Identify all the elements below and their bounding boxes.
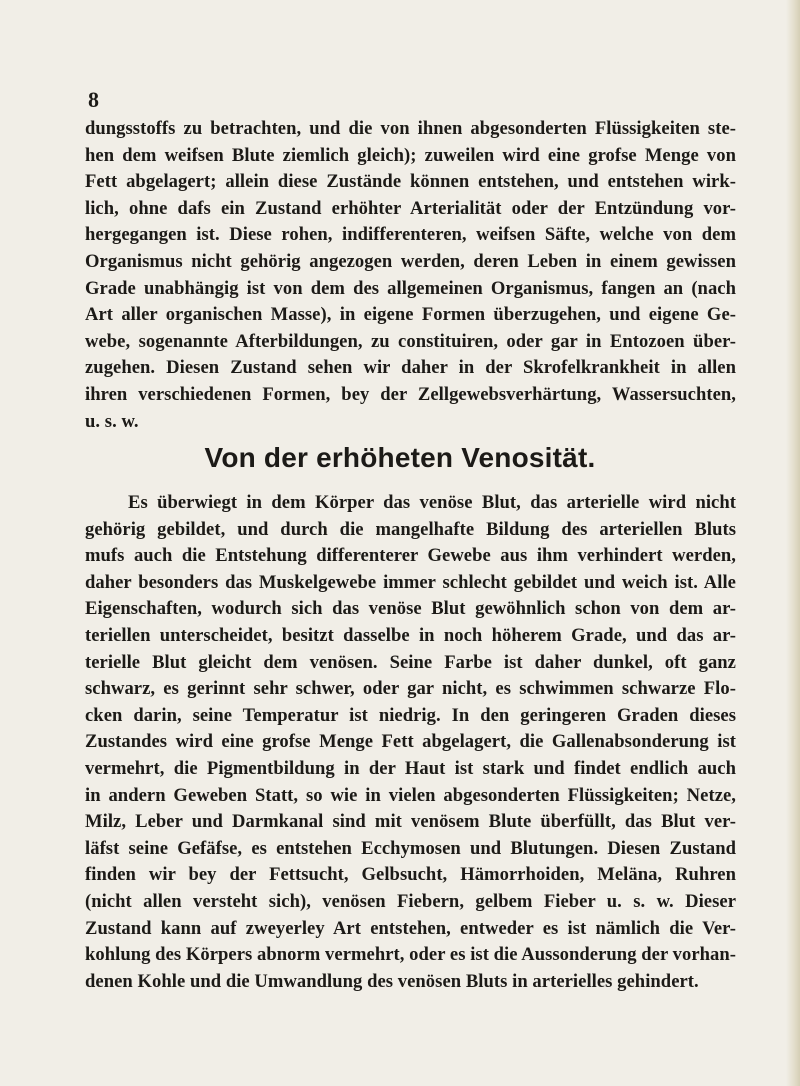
text-line: Eigenschaften, wodurch sich das venöse Blut gewöhnlich schon von dem ar- (85, 598, 736, 620)
text-line: kohlung des Körpers abnorm vermehrt, oder es ist die Aussonderung der vorhan- (85, 944, 736, 966)
text-line: Zustand kann auf zweyerley Art entstehen, entweder es ist nämlich die Ver- (85, 917, 736, 939)
text-line: vermehrt, die Pigmentbildung in der Haut ist stark und findet endlich auch (85, 757, 736, 779)
text-line: läfst seine Gefäfse, es entstehen Ecchymosen und Blutungen. Diesen Zustand (85, 837, 736, 859)
text-line: hergegangen ist. Diese rohen, indifferenteren, weifsen Säfte, welche von dem (85, 224, 736, 246)
page-number: 8 (88, 87, 99, 112)
text-line: Grade unabhängig ist von dem des allgemeinen Organismus, fangen an (nach (85, 277, 736, 299)
text-line: cken darin, seine Temperatur ist niedrig. In den geringeren Graden dieses (85, 704, 736, 726)
text-line: teriellen unterscheidet, besitzt dasselbe in noch höherem Grade, und das ar- (85, 624, 736, 646)
section-heading: Von der erhöheten Venosität. (204, 442, 596, 473)
paragraph-continuation (85, 116, 736, 435)
text-line: finden wir bey der Fettsucht, Gelbsucht, Hämorrhoiden, Meläna, Ruhren (85, 864, 736, 886)
text-line: Zustandes wird eine grofse Menge Fett abgelagert, die Gallenabsonderung ist (85, 731, 736, 753)
text-line: (nicht allen versteht sich), venösen Fiebern, gelbem Fieber u. s. w. Dieser (85, 890, 736, 912)
text-line: ihren verschiedenen Formen, bey der Zellgewebsverhärtung, Wassersuchten, (85, 383, 736, 405)
text-line: dungsstoffs zu betrachten, und die von ihnen abgesonderten Flüssigkeiten ste- (85, 118, 736, 139)
text-line: u. s. w. (85, 410, 139, 432)
section-paragraph (85, 490, 736, 995)
text-line: terielle Blut gleicht dem venösen. Seine Farbe ist daher dunkel, oft ganz (85, 651, 736, 673)
text-line: Milz, Leber und Darmkanal sind mit venösem Blute überfüllt, das Blut ver- (85, 811, 736, 833)
text-line: webe, sogenannte Afterbildungen, zu constituiren, oder gar in Entozoen über- (85, 330, 736, 352)
text-line: gehörig gebildet, und durch die mangelhafte Bildung des arteriellen Bluts (85, 518, 736, 540)
text-line: Organismus nicht gehörig angezogen werden, deren Leben in einem gewissen (85, 250, 736, 272)
text-line: in andern Geweben Statt, so wie in vielen abgesonderten Flüssigkeiten; Netze, (85, 784, 736, 806)
text-line: lich, ohne dafs ein Zustand erhöhter Arterialität oder der Entzündung vor- (85, 197, 736, 219)
text-line: Es überwiegt in dem Körper das venöse Blut, das arterielle wird nicht (128, 492, 736, 513)
text-line: schwarz, es gerinnt sehr schwer, oder gar nicht, es schwimmen schwarze Flo- (85, 678, 736, 700)
text-line: zugehen. Diesen Zustand sehen wir daher in der Skrofelkrankheit in allen (85, 357, 736, 379)
text-line: hen dem weifsen Blute ziemlich gleich); zuweilen wird eine grofse Menge von (85, 144, 736, 166)
text-line: daher besonders das Muskelgewebe immer schlecht gebildet und weich ist. Alle (85, 571, 736, 593)
text-line: denen Kohle und die Umwandlung des venösen Bluts in arterielles gehindert. (85, 970, 699, 992)
text-line: Art aller organischen Masse), in eigene Formen überzugehen, und eigene Ge- (85, 304, 736, 326)
text-line: mufs auch die Entstehung differenterer Gewebe aus ihm verhindert werden, (85, 545, 736, 567)
page-edge-shadow (786, 0, 800, 1086)
text-line: Fett abgelagert; allein diese Zustände können entstehen, und entstehen wirk- (85, 171, 736, 193)
